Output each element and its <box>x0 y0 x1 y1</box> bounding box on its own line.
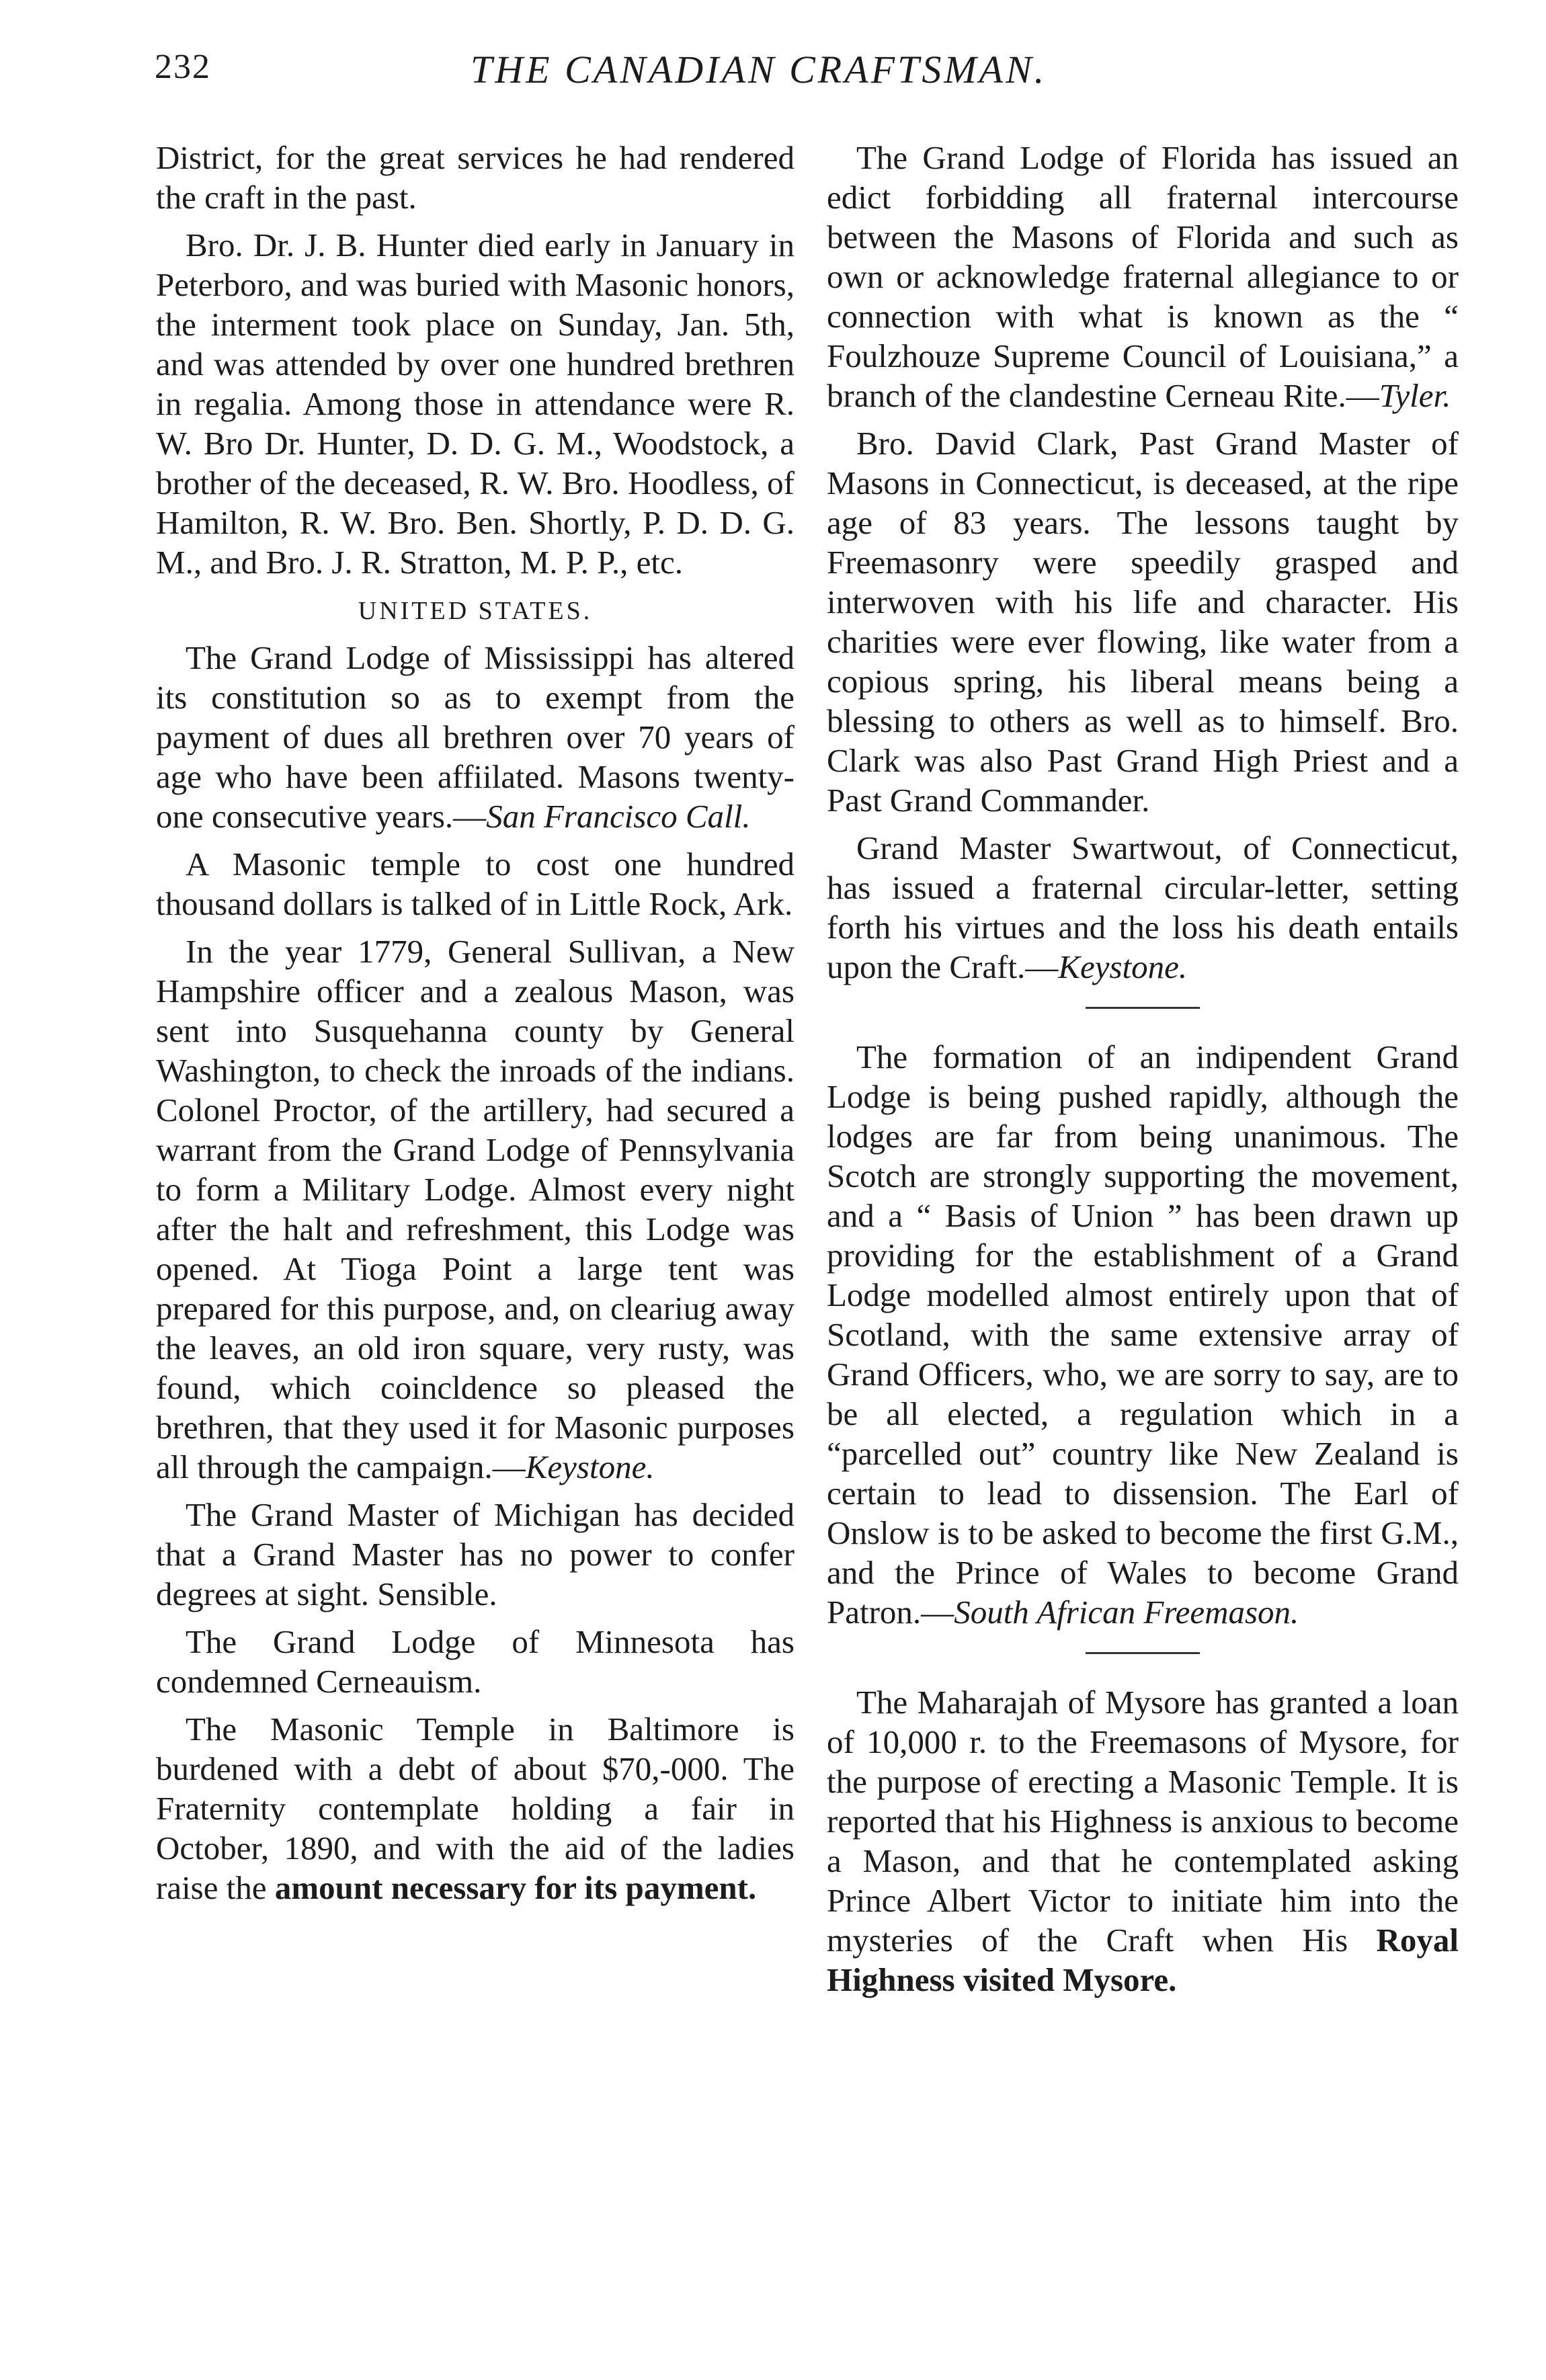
paragraph-text: The Grand Lodge of Florida has issued an edict forbidding all fraternal intercourse between the Masons of Florida and such as own or acknowledge fraternal allegiance to or connection with what is known as the “ Foulzhouze Supreme Council of Louisiana,” a branch of the clandestine Cerneau Rite.— <box>827 139 1459 414</box>
right-column <box>827 138 1459 2008</box>
paragraph-text-bold: Royal Highness visited Mysore. <box>827 1922 1459 1998</box>
section-heading: UNITED STATES. <box>358 597 593 625</box>
page-header <box>155 47 1452 108</box>
divider <box>1086 1007 1200 1009</box>
source-citation: Keystone. <box>1058 948 1188 985</box>
paragraph-text-bold: amount necessary for its payment. <box>274 1869 757 1906</box>
paragraph: A Masonic temple to cost one hundred thousand dollars is talked of in Little Rock, Ark. <box>156 846 795 922</box>
left-column <box>156 138 795 1916</box>
page-number: 232 <box>155 48 211 86</box>
paragraph <box>827 138 1459 415</box>
paragraph: Bro. David Clark, Past Grand Master of Masons in Connecticut, is deceased, at the ripe age of 83 years. The lessons taught by Freemasonry were speedily grasped and interwoven with his life and character. His charities were ever flowing, like water from a copious spring, his liberal means being a blessing to others as well as to himself. Bro. Clark was also Past Grand High Priest and a Past Grand Commander. <box>827 425 1459 819</box>
paragraph-text: In the year 1779, General Sullivan, a New Hampshire officer and a zealous Mason, was sent into Susquehanna county by General Washington, to check the inroads of the indians. Colonel Proctor, of the artillery, had secured a warrant from the Grand Lodge of Pennsylvania to form a Military Lodge. Almost every night after the halt and refreshment, this Lodge was opened. At Tioga Point a large tent was prepared for this purpose, and, on cleariug away the leaves, an old iron square, very rusty, was found, which coincldence so pleased the brethren, that they used it for Masonic purposes all through the campaign.— <box>156 933 795 1485</box>
source-citation: South African Freemason. <box>954 1594 1299 1631</box>
paragraph: District, for the great services he had rendered the craft in the past. <box>156 139 795 216</box>
source-citation: Keystone. <box>525 1448 655 1485</box>
paragraph-text: Grand Master Swartwout, of Connecticut, has issued a fraternal circular-letter, setting forth his virtues and the loss his death entails upon the Craft.— <box>827 829 1459 985</box>
paragraph <box>827 1682 1459 2000</box>
paragraph <box>156 638 795 836</box>
paragraph <box>827 828 1459 987</box>
paragraph: The Grand Lodge of Minnesota has condemned Cerneauism. <box>156 1623 795 1700</box>
running-title: THE CANADIAN CRAFTSMAN. <box>471 48 1047 91</box>
paragraph: Bro. Dr. J. B. Hunter died early in January in Peterboro, and was buried with Masonic honors, the interment took place on Sunday, Jan. 5th, and was attended by over one hundred brethren in regalia. Among those in attendance were R. W. Bro Dr. Hunter, D. D. G. M., Woodstock, a brother of the deceased, R. W. Bro. Hoodless, of Hamilton, R. W. Bro. Ben. Shortly, P. D. D. G. M., and Bro. J. R. Stratton, M. P. P., etc. <box>156 227 795 581</box>
source-citation: San Francisco Call. <box>486 798 751 835</box>
source-citation: Tyler. <box>1379 377 1451 414</box>
paragraph-text: The formation of an indipendent Grand Lodge is being pushed rapidly, although the lodges are far from being unanimous. The Scotch are strongly supporting the movement, and a “ Basis of Union ” has been drawn up providing for the establishment of a Grand Lodge modelled almost entirely upon that of Scotland, with the same extensive array of Grand Officers, who, we are sorry to say, are to be all elected, a regulation which in a “parcelled out” country like New Zealand is certain to lead to dissension. The Earl of Onslow is to be asked to become the first G.M., and the Prince of Wales to become Grand Patron.— <box>827 1038 1459 1631</box>
paragraph-text: The Maharajah of Mysore has granted a loan of 10,000 r. to the Freemasons of Mysore, for the purpose of erecting a Masonic Temple. It is reported that his Highness is anxious to become a Mason, and that he contemplated asking Prince Albert Victor to initiate him into the mysteries of the Craft when His <box>827 1684 1459 1959</box>
paragraph <box>156 1709 795 1907</box>
paragraph <box>156 932 795 1487</box>
paragraph-text: The Grand Lodge of Mississippi has altered its constitution so as to exempt from the payment of dues all brethren over 70 years of age who have been affiilated. Masons twenty-one consecutive years.— <box>156 639 795 835</box>
divider <box>1086 1652 1200 1654</box>
paragraph: The Grand Master of Michigan has decided that a Grand Master has no power to confer degrees at sight. Sensible. <box>156 1496 795 1612</box>
paragraph <box>827 1037 1459 1632</box>
paragraph-text: The Masonic Temple in Baltimore is burdened with a debt of about $70,-000. The Fraternity contemplate holding a fair in October, 1890, and with the aid of the ladies raise the <box>156 1711 795 1906</box>
